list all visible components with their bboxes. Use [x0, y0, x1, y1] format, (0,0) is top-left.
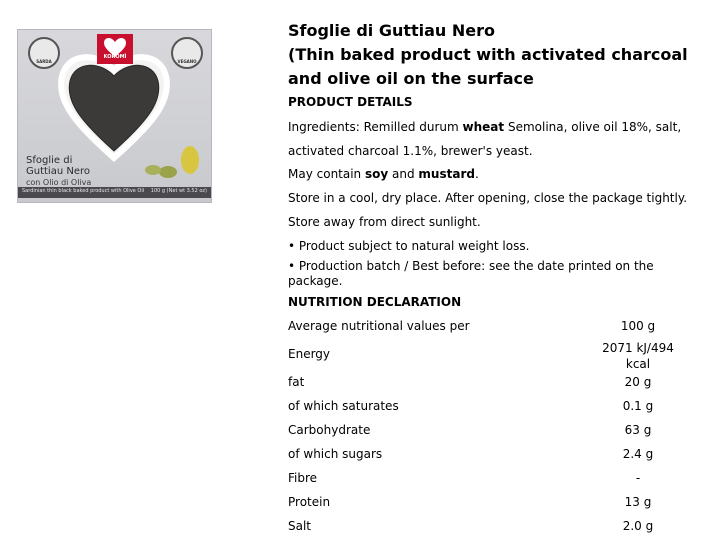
vegan-badge-label: VEGANO: [177, 59, 197, 64]
allergens-text: .: [474, 167, 479, 181]
allergens-line: [288, 167, 479, 181]
nutrition-label: Fibre: [288, 471, 318, 485]
vegan-badge-icon: [171, 37, 203, 69]
allergen-soy: soy: [364, 167, 389, 181]
product-details-heading: PRODUCT DETAILS: [288, 95, 413, 109]
nutrition-value: 100 g: [620, 319, 656, 333]
ingredients-text: Ingredients: Remilled durum: [288, 120, 463, 134]
brand-name: KOROMÌ: [103, 54, 127, 60]
nutrition-label: fat: [288, 375, 305, 389]
package-band-description: Sardinian thin black baked product with Olive Oil: [22, 188, 145, 194]
nutrition-label: Average nutritional values per: [288, 319, 470, 333]
package-band-weight: 100 g (Net wt 3.52 oz): [150, 188, 207, 194]
nutrition-label: Energy: [288, 347, 331, 361]
nutrition-value: -: [635, 471, 641, 485]
package-title-line: Guttiau Nero: [26, 166, 90, 177]
package-title-line: Sfoglie di: [26, 155, 73, 166]
product-title-line: (Thin baked product with activated charcoal: [288, 45, 688, 64]
nutrition-label: Protein: [288, 495, 331, 509]
package-subtitle: con Olio di Oliva: [26, 178, 92, 187]
nutrition-value: 2.4 g: [622, 447, 654, 461]
origin-badge-icon: [28, 37, 60, 69]
nutrition-value: 2071 kJ/494 kcal: [602, 341, 674, 371]
ingredients-text: Semolina, olive oil 18%, salt,: [504, 120, 682, 134]
nutrition-value: 13 g: [624, 495, 652, 509]
nutrition-value: 0.1 g: [622, 399, 654, 413]
nutrition-label: of which saturates: [288, 399, 399, 413]
allergens-text: May contain: [288, 167, 365, 181]
ingredients-line: [288, 120, 681, 134]
bullet-item: • Product subject to natural weight loss.: [288, 239, 530, 253]
storage-line: Store in a cool, dry place. After opening, close the package tightly.: [288, 191, 688, 205]
nutrition-label: of which sugars: [288, 447, 383, 461]
allergen-mustard: mustard: [418, 167, 475, 181]
nutrition-label: Salt: [288, 519, 312, 533]
origin-badge-label: SARDA: [36, 59, 52, 64]
nutrition-value: 20 g: [624, 375, 652, 389]
bullet-item: • Production batch / Best before: see the date printed on the package.: [288, 259, 654, 288]
allergen-wheat: wheat: [462, 120, 505, 134]
nutrition-value: 2.0 g: [622, 519, 654, 533]
nutrition-heading: NUTRITION DECLARATION: [288, 295, 462, 309]
package-band: [18, 187, 211, 198]
product-title-line: and olive oil on the surface: [288, 69, 534, 88]
product-image: [17, 29, 212, 203]
storage-line: Store away from direct sunlight.: [288, 215, 481, 229]
allergens-text: and: [388, 167, 419, 181]
nutrition-label: Carbohydrate: [288, 423, 371, 437]
product-title-line: Sfoglie di Guttiau Nero: [288, 21, 496, 40]
package-title: [26, 155, 90, 177]
ingredients-line: activated charcoal 1.1%, brewer's yeast.: [288, 144, 533, 158]
nutrition-value: 63 g: [624, 423, 652, 437]
